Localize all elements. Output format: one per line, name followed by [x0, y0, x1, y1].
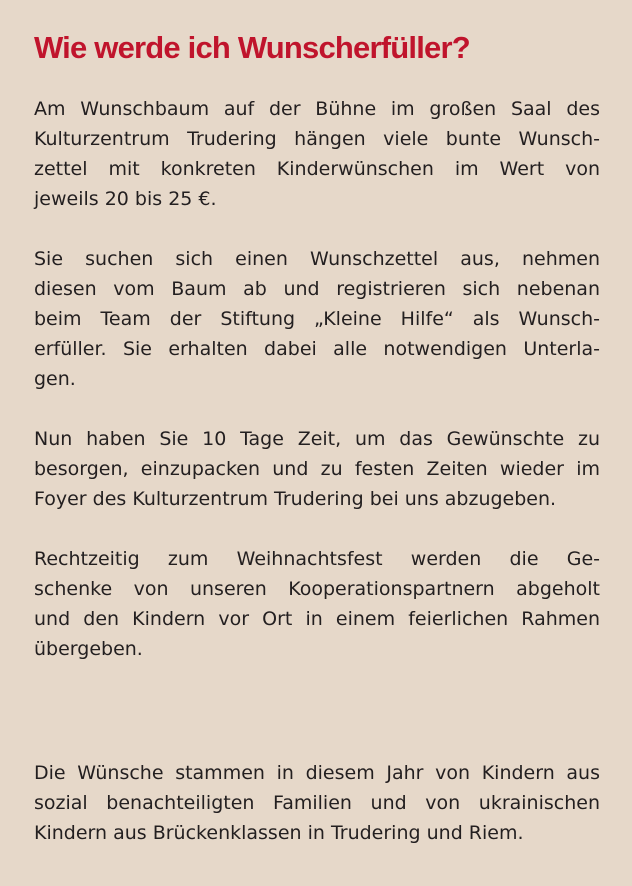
text-line: und den Kindern vor Ort in einem feierlichen Rahmen [34, 608, 600, 630]
flyer-page [34, 28, 600, 844]
text-line: Die Wünsche stammen in diesem Jahr von Kindern aus [34, 762, 600, 784]
paragraph-delivery [34, 544, 600, 664]
text-line: Kindern aus Brückenklassen in Trudering und Riem. [34, 822, 524, 844]
text-line: besorgen, einzupacken und zu festen Zeiten wieder im [34, 458, 600, 480]
text-line: beim Team der Stiftung „Kleine Hilfe“ als Wunsch- [34, 308, 600, 330]
text-line: sozial benachteiligten Familien und von ukrainischen [34, 792, 600, 814]
page-title: Wie werde ich Wunscherfüller? [34, 30, 470, 65]
paragraph-wunschbaum [34, 94, 600, 214]
text-line: zettel mit konkreten Kinderwünschen im Wert von [34, 158, 600, 180]
text-line: Rechtzeitig zum Weihnachtsfest werden die Ge- [34, 548, 600, 570]
text-line: Foyer des Kulturzentrum Trudering bei uns abzugeben. [34, 488, 557, 510]
text-line: Am Wunschbaum auf der Bühne im großen Saal des [34, 98, 600, 120]
paragraph-origin [34, 758, 600, 848]
text-line: diesen vom Baum ab und registrieren sich nebenan [34, 278, 600, 300]
paragraph-registration [34, 244, 600, 394]
text-line: schenke von unseren Kooperationspartnern abgeholt [34, 578, 600, 600]
text-line: Kulturzentrum Trudering hängen viele bunte Wunsch- [34, 128, 600, 150]
paragraph-timeframe [34, 424, 600, 514]
text-line: jeweils 20 bis 25 €. [34, 188, 217, 210]
text-line: Sie suchen sich einen Wunschzettel aus, nehmen [34, 248, 600, 270]
text-line: erfüller. Sie erhalten dabei alle notwendigen Unterla- [34, 338, 600, 360]
text-line: gen. [34, 368, 76, 390]
text-line: übergeben. [34, 638, 143, 660]
text-line: Nun haben Sie 10 Tage Zeit, um das Gewünschte zu [34, 428, 600, 450]
